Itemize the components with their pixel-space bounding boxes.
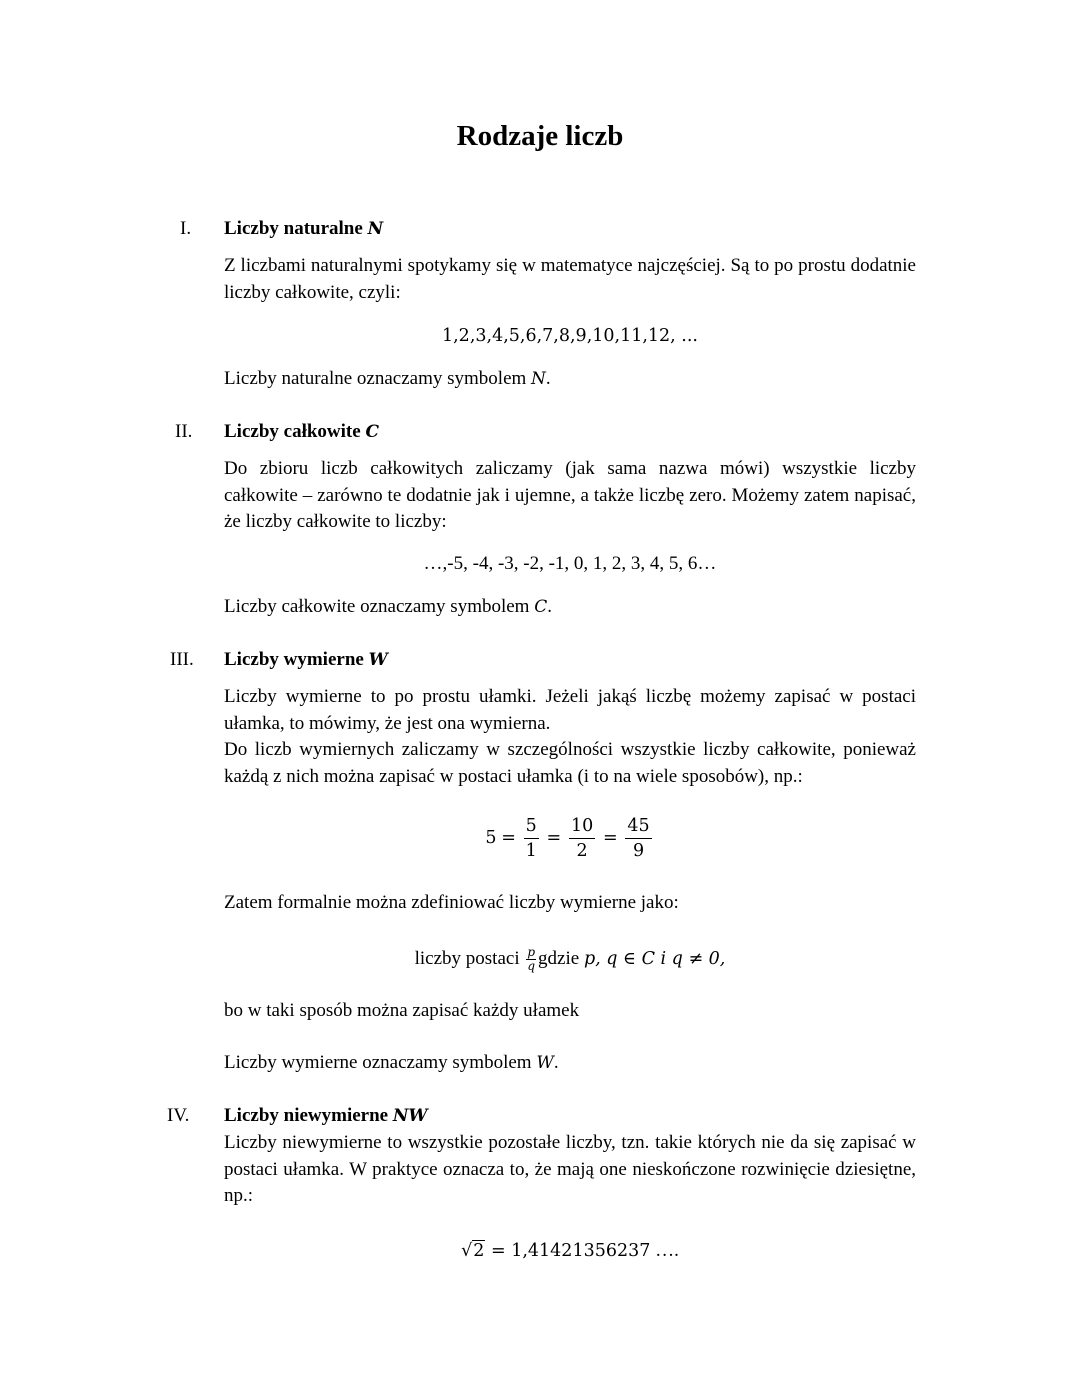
note-text: Liczby naturalne oznaczamy symbolem — [224, 368, 527, 389]
paragraph: Do liczb wymiernych zaliczamy w szczególności wszystkie liczby całkowite, ponieważ każdą z nich można zapisać w postaci ułamka (i to na wiele sposobów), np.: — [224, 739, 916, 787]
fraction-denominator: 1 — [524, 838, 539, 863]
sqrt-radicand: 2 — [473, 1241, 485, 1261]
paragraph: Do zbioru liczb całkowitych zaliczamy (jak sama nazwa mówi) wszystkie liczby całkowite – zarówno te dodatnie jak i ujemne, a także liczbę zero. Możemy zatem napisać, że liczby całkowite to liczby: — [224, 458, 916, 532]
note-text: Liczby wymierne oznaczamy symbolem — [224, 1052, 532, 1073]
equals-sign: = — [602, 828, 618, 848]
fraction-denominator: 9 — [625, 838, 651, 863]
paragraph: Z liczbami naturalnymi spotykamy się w matematyce najczęściej. Są to po prostu dodatnie liczby całkowite, czyli: — [224, 255, 916, 303]
natural-sequence: 1,2,3,4,5,6,7,8,9,10,11,12, ... — [441, 326, 698, 346]
paragraph: Liczby niewymierne to wszystkie pozostałe liczby, tzn. takie których nie da się zapisać w postaci ułamka. W praktyce oznacza to, że mają one nieskończone rozwinięcie dziesiętne, np.: — [224, 1132, 916, 1206]
note-end: . — [553, 1052, 559, 1073]
definition-prefix: liczby postaci — [414, 948, 520, 969]
fraction — [524, 814, 539, 863]
fraction-numerator: p — [527, 945, 536, 960]
sqrt-symbol: √2 — [461, 1241, 485, 1261]
section-title — [224, 420, 379, 444]
section-number: IV. — [167, 1105, 190, 1126]
section-title — [224, 1104, 428, 1128]
fraction-numerator: 10 — [570, 816, 594, 837]
fraction — [569, 814, 595, 863]
section-symbol: N — [367, 219, 384, 239]
sqrt-tail: …. — [650, 1240, 679, 1261]
sqrt-example — [224, 1238, 916, 1264]
fraction-equation — [224, 812, 916, 864]
page-title: Rodzaje liczb — [456, 120, 624, 152]
paragraph: Zatem formalnie można zdefiniować liczby wymierne jako: — [224, 892, 679, 913]
section-title-text: Liczby całkowite — [224, 421, 361, 442]
section-title — [224, 648, 388, 672]
section-number: III. — [170, 649, 194, 670]
equation-lhs: 5 — [485, 828, 497, 848]
fraction-numerator: 5 — [525, 816, 537, 837]
fraction-denominator: 2 — [569, 838, 595, 863]
sqrt-value: = 1,41421356237 — [490, 1241, 651, 1261]
symbol-note — [224, 594, 916, 621]
definition-condition: p, q ∈ C i q ≠ 0, — [583, 949, 726, 969]
section-symbol: W — [368, 650, 388, 670]
definition-middle: gdzie — [538, 948, 580, 969]
section-title-text: Liczby niewymierne — [224, 1105, 389, 1126]
fraction — [625, 814, 651, 863]
fraction-numerator: 45 — [627, 816, 650, 837]
section-title-text: Liczby naturalne — [224, 218, 363, 239]
note-symbol: W — [536, 1053, 554, 1073]
fraction-denominator: q — [527, 959, 536, 974]
paragraph: bo w taki sposób można zapisać każdy ułamek — [224, 1000, 580, 1021]
note-text: Liczby całkowite oznaczamy symbolem — [224, 596, 530, 617]
section-symbol: NW — [392, 1106, 428, 1126]
rational-definition — [224, 942, 916, 976]
section-title — [224, 217, 383, 241]
section-symbol: C — [365, 422, 379, 442]
equals-sign: = — [546, 828, 562, 848]
note-end: . — [547, 596, 552, 617]
integer-sequence: …,-5, -4, -3, -2, -1, 0, 1, 2, 3, 4, 5, 6… — [423, 553, 717, 574]
section-number: II. — [175, 421, 193, 442]
symbol-note — [224, 366, 916, 393]
note-end: . — [545, 368, 551, 389]
fraction-p-over-q — [526, 946, 536, 973]
section-number: I. — [180, 218, 192, 239]
symbol-note — [224, 1050, 916, 1077]
note-symbol: C — [534, 597, 548, 617]
section-title-text: Liczby wymierne — [224, 649, 364, 670]
equals-sign: = — [501, 828, 516, 848]
note-symbol: N — [531, 369, 546, 389]
sqrt-expression — [461, 1241, 650, 1261]
paragraph: Liczby wymierne to po prostu ułamki. Jeżeli jakąś liczbę możemy zapisać w postaci ułamka, to mówimy, że jest ona wymierna. — [224, 686, 916, 734]
